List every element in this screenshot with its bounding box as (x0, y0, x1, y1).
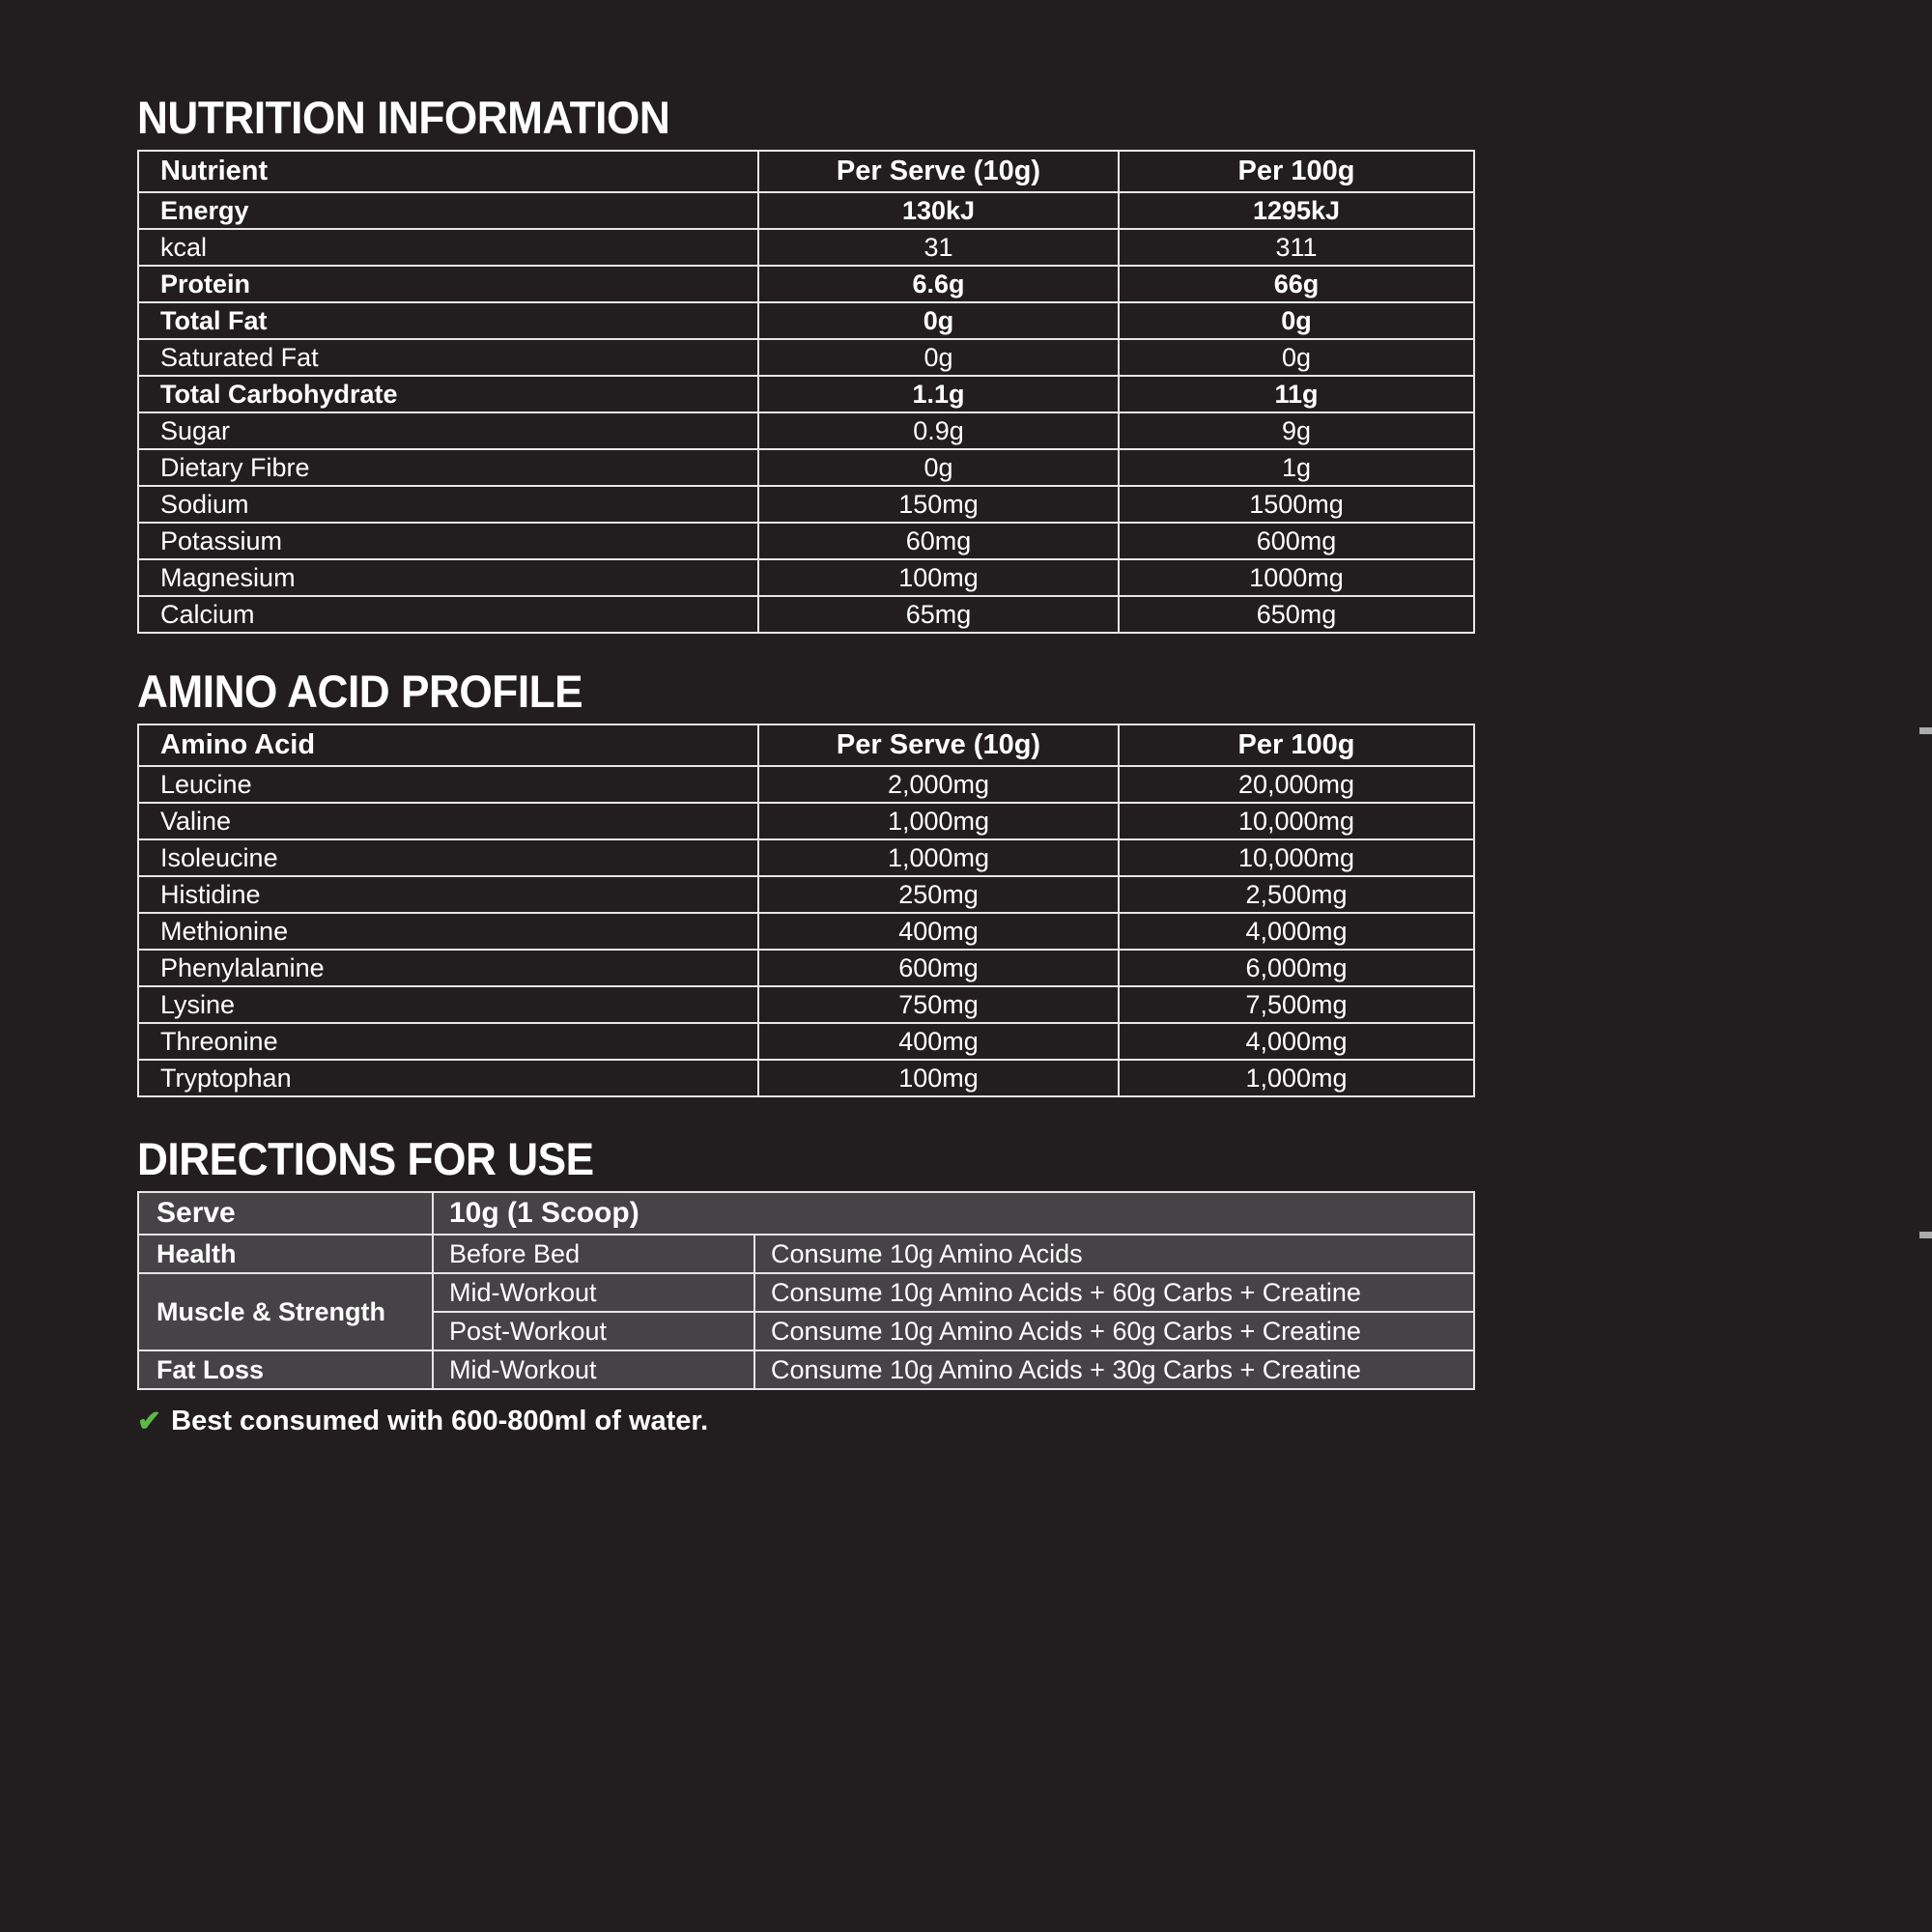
table-row (138, 486, 1474, 523)
per-serve-value: 130kJ (758, 192, 1119, 229)
nutrition-title: NUTRITION INFORMATION (137, 92, 670, 143)
table-row (138, 302, 1474, 339)
table-row (138, 803, 1474, 839)
nutrition-header-row (138, 151, 1474, 192)
crop-mark (1919, 727, 1932, 734)
table-row (138, 986, 1474, 1023)
per-serve-value: 31 (758, 229, 1119, 266)
per-100g-value: 11g (1119, 376, 1474, 412)
per-serve-value: 100mg (758, 1060, 1119, 1096)
table-row (138, 839, 1474, 876)
per-100g-value: 1g (1119, 449, 1474, 486)
amino-label: Tryptophan (138, 1060, 758, 1096)
per-100g-value: 6,000mg (1119, 950, 1474, 986)
per-serve-value: 750mg (758, 986, 1119, 1023)
nutrient-label: Saturated Fat (138, 339, 758, 376)
table-row (138, 950, 1474, 986)
directions-title: DIRECTIONS FOR USE (137, 1133, 594, 1184)
footer-note-text: Best consumed with 600-800ml of water. (171, 1406, 709, 1436)
nutrient-label: Magnesium (138, 559, 758, 596)
per-100g-value: 7,500mg (1119, 986, 1474, 1023)
footer-note (137, 1406, 1473, 1437)
table-row (138, 412, 1474, 449)
table-row (138, 1023, 1474, 1060)
table-row (138, 339, 1474, 376)
table-row (138, 559, 1474, 596)
per-100g-value: 10,000mg (1119, 803, 1474, 839)
goal-label: Health (138, 1235, 433, 1273)
label-page (137, 92, 1473, 1437)
per-serve-value: 0.9g (758, 412, 1119, 449)
column-header-per-100g: Per 100g (1119, 151, 1474, 192)
table-row (138, 596, 1474, 633)
per-serve-value: 1,000mg (758, 839, 1119, 876)
per-serve-value: 2,000mg (758, 766, 1119, 803)
per-serve-value: 250mg (758, 876, 1119, 913)
per-serve-value: 1.1g (758, 376, 1119, 412)
per-100g-value: 650mg (1119, 596, 1474, 633)
nutrient-label: Protein (138, 266, 758, 302)
timing-value: Before Bed (433, 1235, 754, 1273)
amino-label: Isoleucine (138, 839, 758, 876)
amino-label: Leucine (138, 766, 758, 803)
nutrient-label: Total Carbohydrate (138, 376, 758, 412)
per-serve-value: 100mg (758, 559, 1119, 596)
table-row (138, 449, 1474, 486)
per-serve-value: 6.6g (758, 266, 1119, 302)
table-row (138, 266, 1474, 302)
nutrition-table (137, 150, 1475, 634)
per-100g-value: 2,500mg (1119, 876, 1474, 913)
serve-row (138, 1192, 1474, 1235)
per-100g-value: 311 (1119, 229, 1474, 266)
amino-label: Threonine (138, 1023, 758, 1060)
per-100g-value: 4,000mg (1119, 913, 1474, 950)
per-100g-value: 4,000mg (1119, 1023, 1474, 1060)
goal-label: Fat Loss (138, 1350, 433, 1389)
table-row (138, 1350, 1474, 1389)
per-serve-value: 0g (758, 339, 1119, 376)
amino-label: Histidine (138, 876, 758, 913)
goal-label: Muscle & Strength (138, 1273, 433, 1350)
instruction-value: Consume 10g Amino Acids + 30g Carbs + Creatine (754, 1350, 1474, 1389)
amino-label: Lysine (138, 986, 758, 1023)
check-icon: ✔ (137, 1405, 162, 1437)
table-row (138, 913, 1474, 950)
crop-mark (1919, 1232, 1932, 1238)
timing-value: Mid-Workout (433, 1350, 754, 1389)
table-row (138, 376, 1474, 412)
nutrient-label: Sugar (138, 412, 758, 449)
table-row (138, 876, 1474, 913)
column-header-per-100g: Per 100g (1119, 724, 1474, 766)
amino-label: Methionine (138, 913, 758, 950)
amino-table (137, 724, 1475, 1097)
instruction-value: Consume 10g Amino Acids + 60g Carbs + Creatine (754, 1273, 1474, 1312)
per-100g-value: 1000mg (1119, 559, 1474, 596)
per-100g-value: 10,000mg (1119, 839, 1474, 876)
table-row (138, 192, 1474, 229)
nutrient-label: Dietary Fibre (138, 449, 758, 486)
per-serve-value: 0g (758, 302, 1119, 339)
per-serve-value: 400mg (758, 913, 1119, 950)
per-serve-value: 150mg (758, 486, 1119, 523)
column-header-per-serve: Per Serve (10g) (758, 151, 1119, 192)
column-header-amino-acid: Amino Acid (138, 724, 758, 766)
nutrient-label: Energy (138, 192, 758, 229)
per-100g-value: 66g (1119, 266, 1474, 302)
instruction-value: Consume 10g Amino Acids (754, 1235, 1474, 1273)
directions-table (137, 1191, 1475, 1390)
table-row (138, 1273, 1474, 1312)
per-serve-value: 600mg (758, 950, 1119, 986)
table-row (138, 1235, 1474, 1273)
per-serve-value: 400mg (758, 1023, 1119, 1060)
nutrient-label: Potassium (138, 523, 758, 559)
column-header-nutrient: Nutrient (138, 151, 758, 192)
table-row (138, 766, 1474, 803)
nutrient-label: Total Fat (138, 302, 758, 339)
per-serve-value: 1,000mg (758, 803, 1119, 839)
per-100g-value: 1500mg (1119, 486, 1474, 523)
amino-title: AMINO ACID PROFILE (137, 666, 583, 717)
per-serve-value: 60mg (758, 523, 1119, 559)
amino-header-row (138, 724, 1474, 766)
per-serve-value: 0g (758, 449, 1119, 486)
table-row (138, 229, 1474, 266)
amino-label: Phenylalanine (138, 950, 758, 986)
per-100g-value: 9g (1119, 412, 1474, 449)
timing-value: Post-Workout (433, 1312, 754, 1350)
timing-value: Mid-Workout (433, 1273, 754, 1312)
nutrient-label: Calcium (138, 596, 758, 633)
serve-label: Serve (138, 1192, 433, 1235)
per-serve-value: 65mg (758, 596, 1119, 633)
per-100g-value: 600mg (1119, 523, 1474, 559)
table-row (138, 1060, 1474, 1096)
per-100g-value: 20,000mg (1119, 766, 1474, 803)
per-100g-value: 0g (1119, 302, 1474, 339)
nutrient-label: kcal (138, 229, 758, 266)
per-100g-value: 1,000mg (1119, 1060, 1474, 1096)
table-row (138, 523, 1474, 559)
instruction-value: Consume 10g Amino Acids + 60g Carbs + Creatine (754, 1312, 1474, 1350)
per-100g-value: 1295kJ (1119, 192, 1474, 229)
amino-label: Valine (138, 803, 758, 839)
per-100g-value: 0g (1119, 339, 1474, 376)
serve-value: 10g (1 Scoop) (433, 1192, 1474, 1235)
column-header-per-serve: Per Serve (10g) (758, 724, 1119, 766)
nutrient-label: Sodium (138, 486, 758, 523)
